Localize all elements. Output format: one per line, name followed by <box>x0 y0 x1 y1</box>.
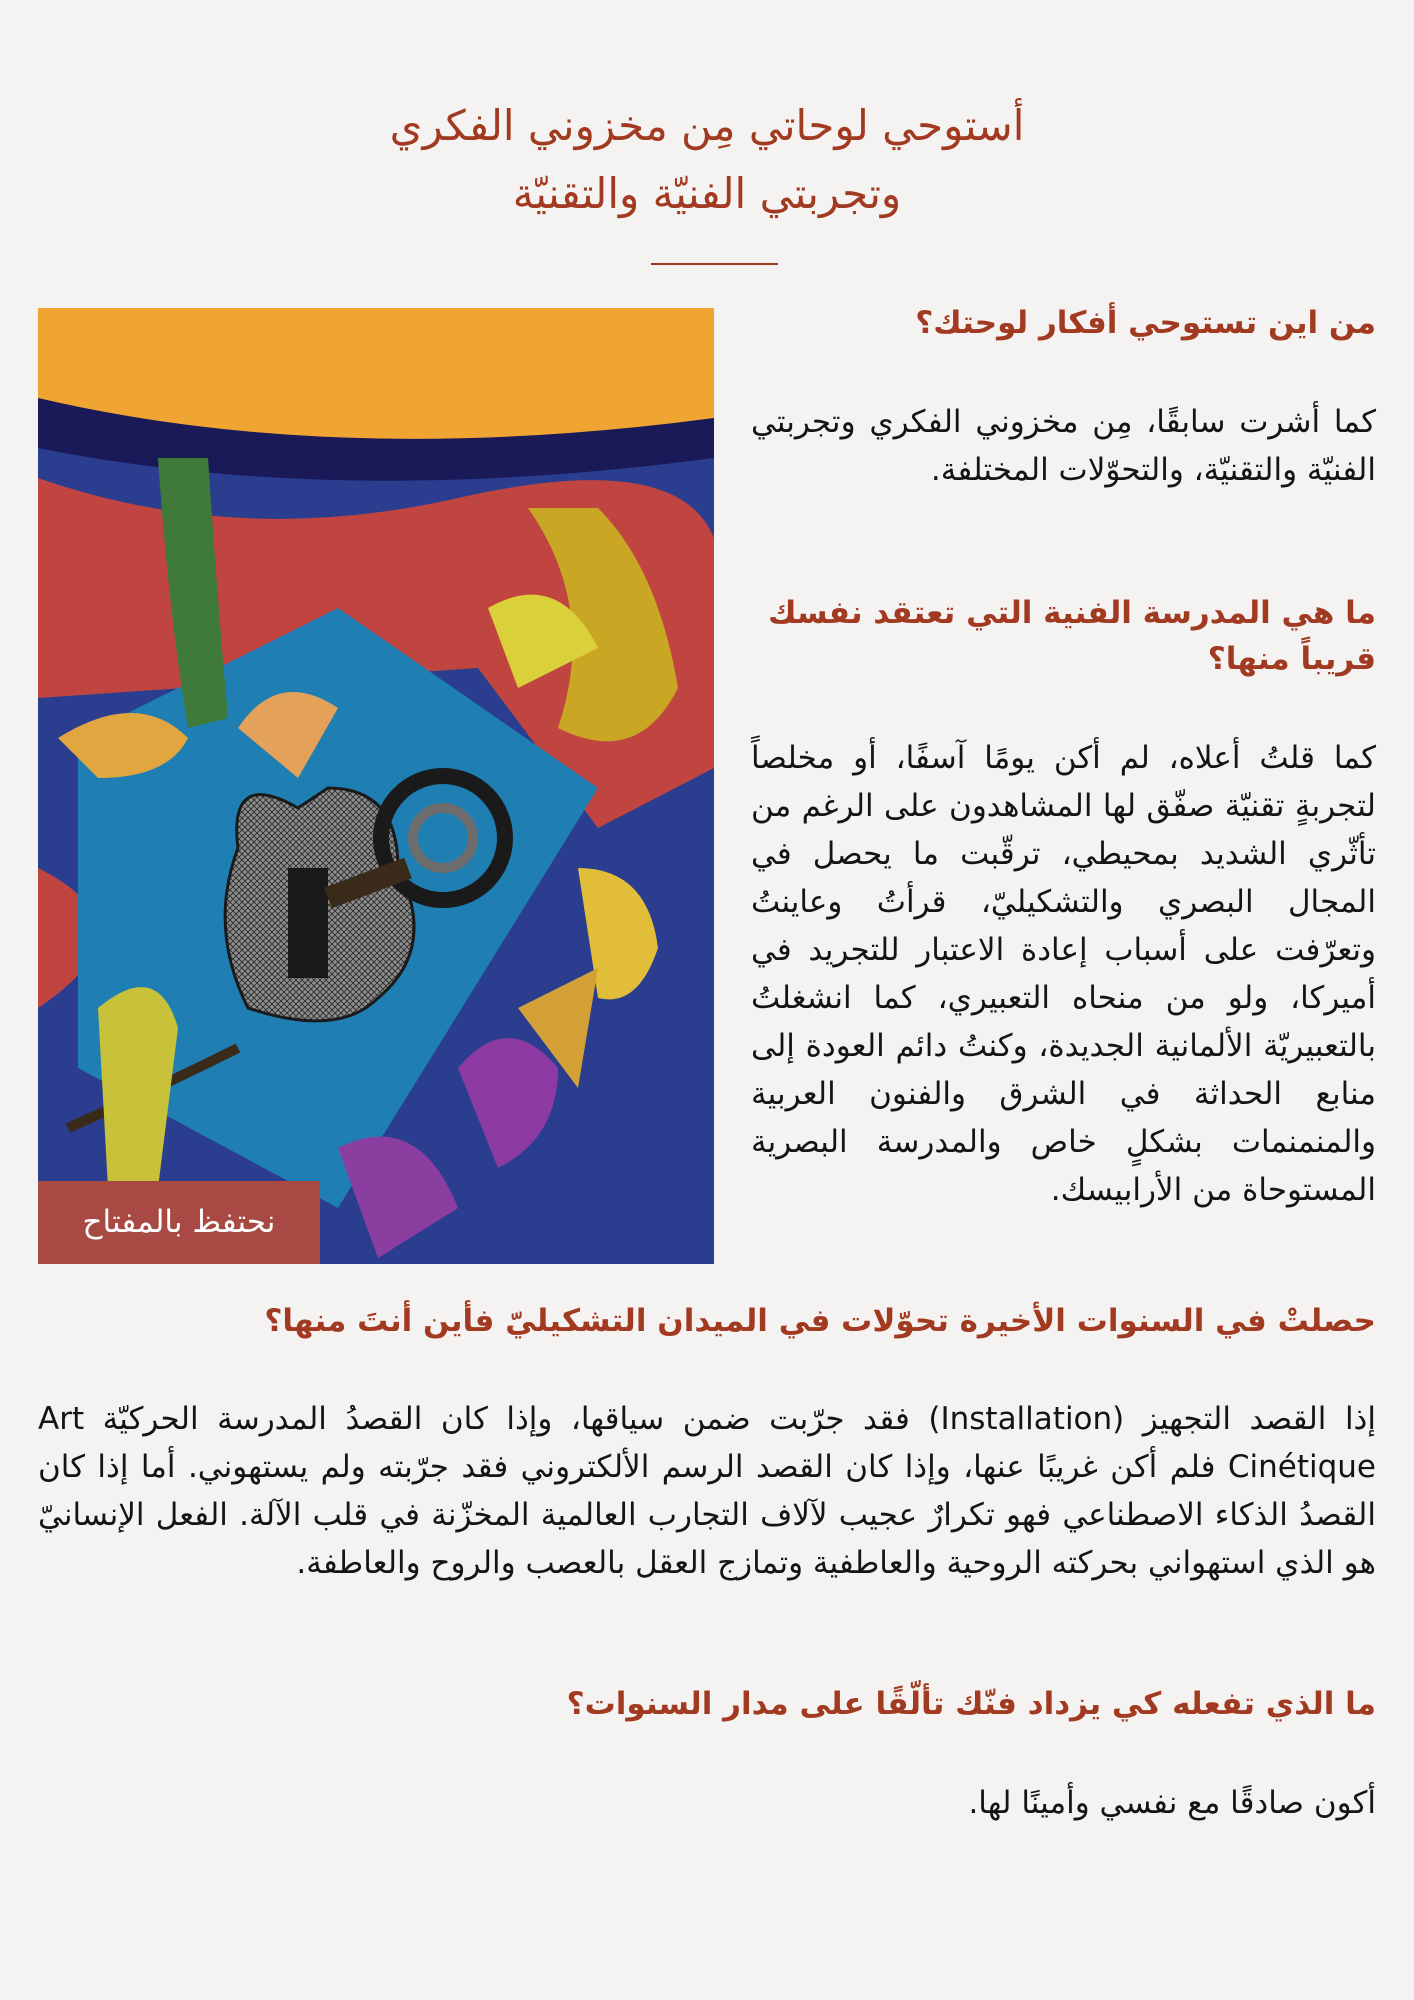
question-2: ما هي المدرسة الفنية التي تعتقد نفسك قريباً منها؟ <box>768 595 1376 677</box>
page-title-line-1: أستوحي لوحاتي مِن مخزوني الفكري <box>389 101 1025 150</box>
answer-4: أكون صادقًا مع نفسي وأمينًا لها. <box>968 1785 1376 1821</box>
artwork-painting <box>38 308 714 1264</box>
title-divider <box>651 263 778 265</box>
answer-1: كما أشرت سابقًا، مِن مخزوني الفكري وتجربتي الفنيّة والتقنيّة، والتحوّلات المختلفة. <box>751 404 1376 488</box>
question-1: من اين تستوحي أفكار لوحتك؟ <box>915 305 1376 341</box>
answer-2: كما قلتُ أعلاه، لم أكن يومًا آسفًا، أو مخلصاً لتجربةٍ تقنيّة صفّق لها المشاهدون على الرغم من تأثّري الشديد بمحيطي، ترقّبت ما يحصل في المجال البصري والتشكيليّ، قرأتُ وعاينتُ وتعرّفت على أسباب إعادة الاعتبار للتجريد في أميركا، ولو من منحاه التعبيري، كما انشغلتُ بالتعبيريّة الألمانية الجديدة، وكنتُ دائم العودة إلى منابع الحداثة في الشرق والفنون العربية والمنمنمات بشكلٍ خاص والمدرسة البصرية المستوحاة من الأرابيسك. <box>751 740 1376 1208</box>
page-title-line-2: وتجربتي الفنيّة والتقنيّة <box>512 169 902 218</box>
question-4: ما الذي تفعله كي يزداد فنّك تألّقًا على مدار السنوات؟ <box>566 1686 1376 1722</box>
artwork-image <box>38 308 714 1264</box>
answer-3: إذا القصد التجهيز (Installation) فقد جرّبت ضمن سياقها، وإذا كان القصدُ المدرسة الحركيّة Art Cinétique فلم أكن غريبًا عنها، وإذا كان القصد الرسم الألكتروني فقد جرّبته ولم يستهوني. أما إذا كان القصدُ الذكاء الاصطناعي فهو تكرارٌ عجيب لآلاف التجارب العالمية المخزّنة في قلب الآلة. الفعل الإنسانيّ هو الذي استهواني بحركته الروحية والعاطفية وتمازج العقل بالعصب والروح والعاطفة. <box>38 1401 1376 1581</box>
page-title <box>0 92 1414 228</box>
artwork-caption: نحتفظ بالمفتاح <box>38 1181 320 1264</box>
question-3: حصلتْ في السنوات الأخيرة تحوّلات في الميدان التشكيليّ فأين أنتَ منها؟ <box>264 1303 1376 1339</box>
